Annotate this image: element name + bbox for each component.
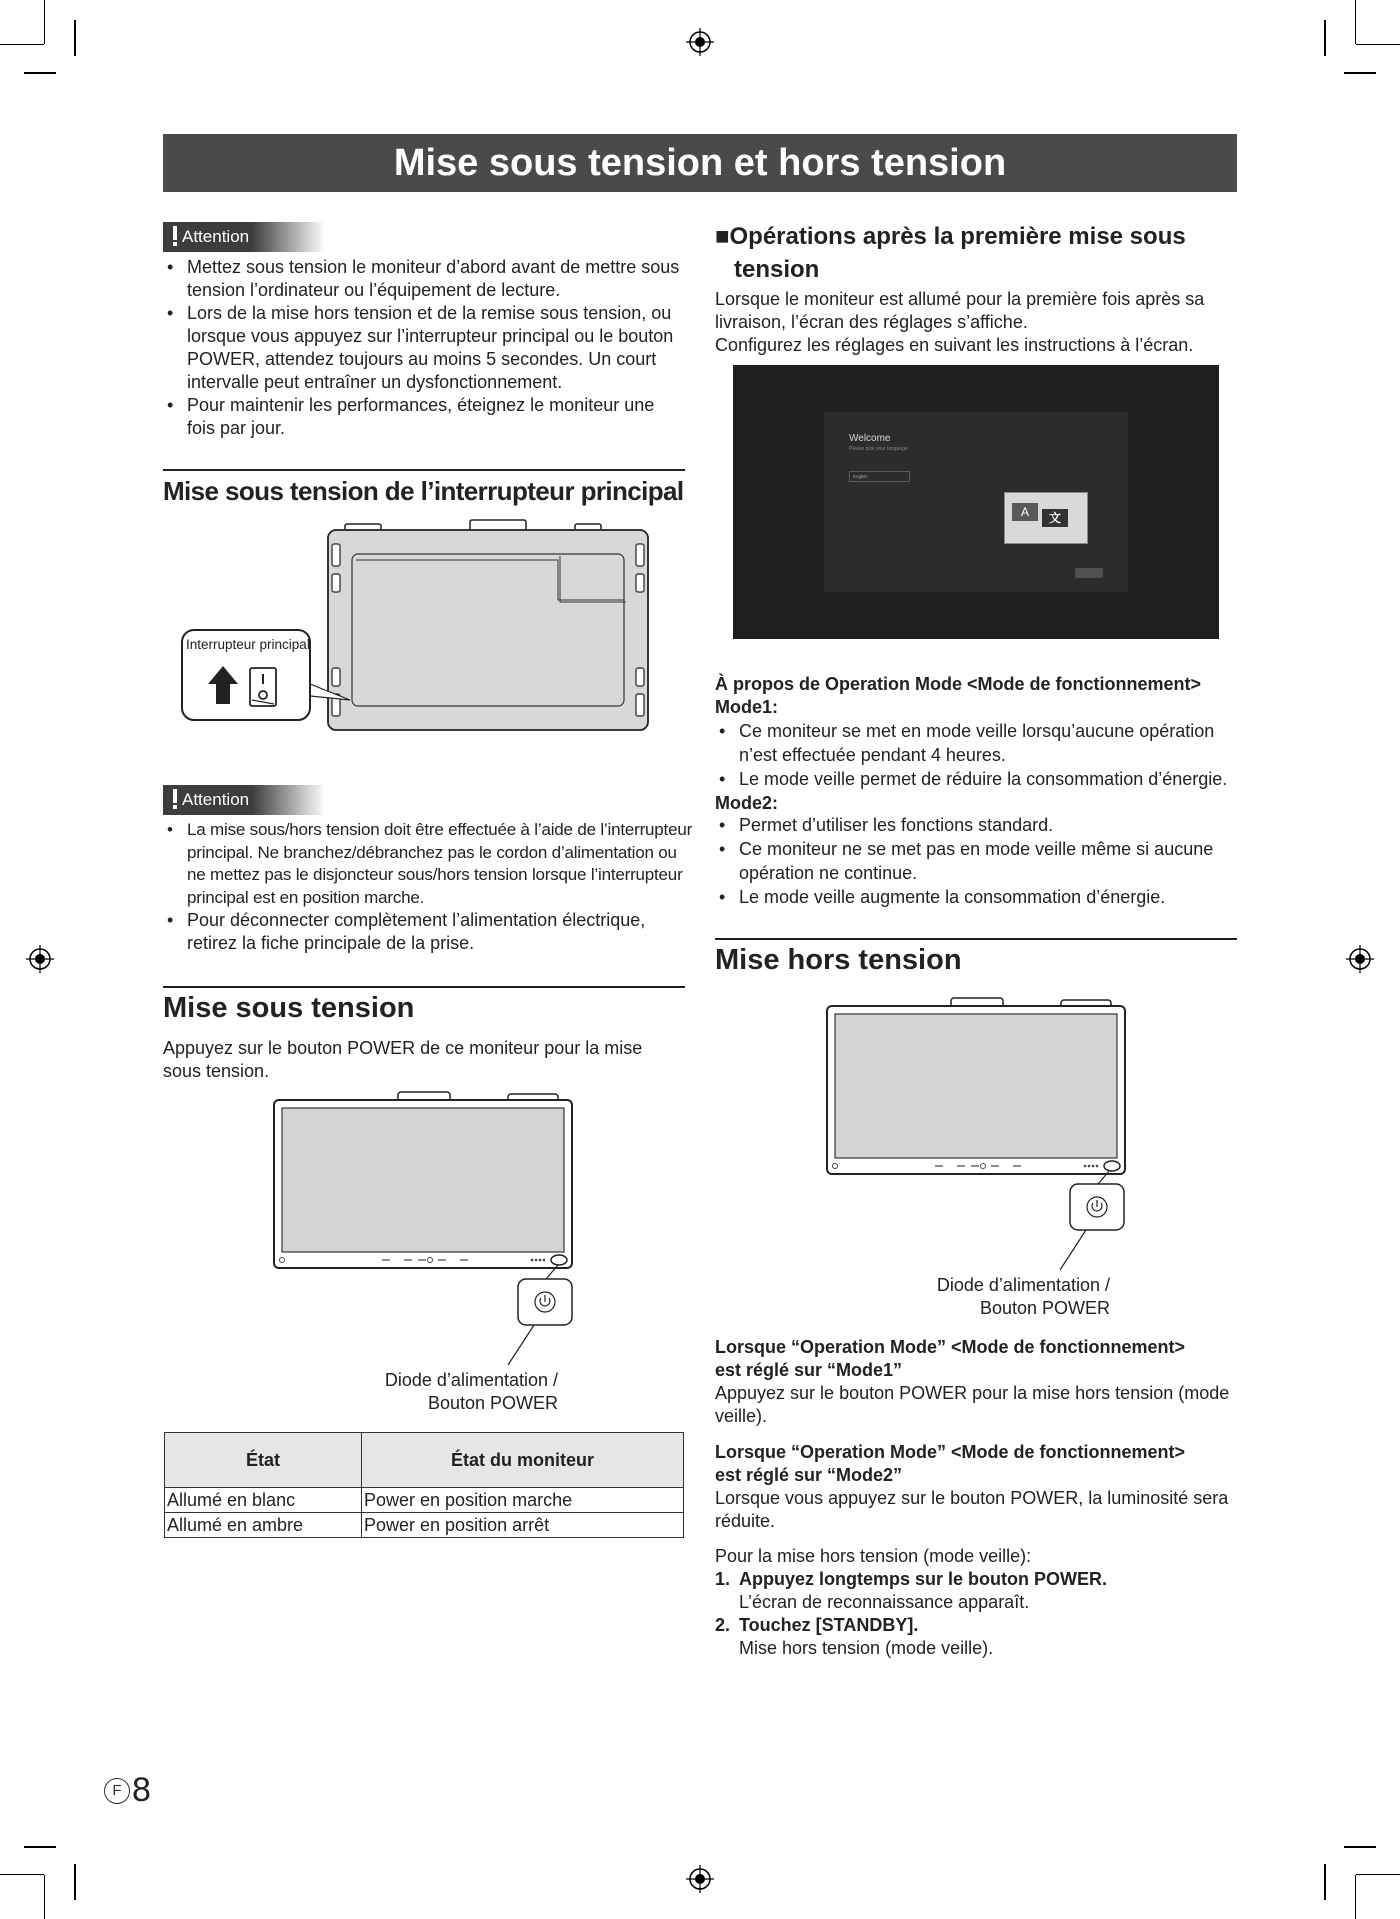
power-button-callout (1052, 1160, 1132, 1280)
registration-mark-icon (26, 945, 54, 973)
step-title: Appuyez longtemps sur le bouton POWER. (739, 1569, 1108, 1589)
operation-mode-heading: À propos de Operation Mode <Mode de fonctionnement> (715, 674, 1202, 694)
list-item: • Le mode veille augmente la consommation d’énergie. (715, 885, 1237, 909)
standby-intro: Pour la mise hors tension (mode veille): (715, 1546, 1032, 1566)
crop-mark (1356, 1874, 1400, 1875)
power-off-caption (880, 1274, 1110, 1320)
list-item: • Ce moniteur se met en mode veille lorsqu’aucune opération n’est effectuée pendant 4 heures. (715, 719, 1237, 767)
attention-label: Attention (182, 227, 250, 246)
caption-line: Bouton POWER (427, 1393, 558, 1413)
language-select[interactable] (849, 471, 910, 482)
rocker-switch-icon (250, 668, 276, 706)
page-title: Mise sous tension et hors tension (163, 134, 1237, 192)
welcome-screen (733, 365, 1219, 639)
heading-line: ■Opérations après la première mise sous (715, 223, 1186, 250)
table-cell: Power en position arrêt (362, 1513, 684, 1538)
crop-mark (1344, 72, 1376, 74)
attention-label: Attention (182, 790, 250, 809)
step-item (715, 1614, 1237, 1660)
exclamation-icon (172, 226, 178, 246)
mode2-off-text: Lorsque vous appuyez sur le bouton POWER, la luminosité sera réduite. (715, 1488, 1229, 1531)
page-language-badge: F (104, 1778, 130, 1804)
table-header: État du moniteur (362, 1433, 684, 1488)
registration-mark-icon (1346, 945, 1374, 973)
crop-mark (1355, 0, 1356, 44)
crop-mark (74, 1864, 76, 1900)
crop-mark (44, 1875, 45, 1919)
crop-mark (24, 1846, 56, 1848)
mode2-list (715, 813, 1237, 909)
power-off-heading: Mise hors tension (715, 938, 1237, 978)
power-on-text: Appuyez sur le bouton POWER de ce moniteur pour la mise sous tension. (163, 1038, 643, 1081)
mode1-off-text: Appuyez sur le bouton POWER pour la mise hors tension (mode veille). (715, 1383, 1230, 1426)
registration-mark-icon (686, 1865, 714, 1893)
mode1-off-heading (715, 1336, 1245, 1382)
step-title: Touchez [STANDBY]. (739, 1615, 919, 1635)
crop-mark (0, 44, 44, 45)
registration-mark-icon (686, 28, 714, 56)
table-cell: Allumé en blanc (165, 1488, 362, 1513)
heading-line: Lorsque “Operation Mode” <Mode de fonctionnement> (715, 1442, 1186, 1462)
table-row (165, 1488, 684, 1513)
attention-badge (163, 222, 325, 252)
power-button-callout (500, 1255, 580, 1375)
step-number: 2. (715, 1615, 731, 1635)
list-item: • Pour maintenir les performances, éteignez le moniteur une fois par jour. (163, 394, 685, 440)
caption-line: Diode d’alimentation / (936, 1275, 1110, 1295)
language-icon (1004, 492, 1088, 544)
language-select-value: English (853, 474, 868, 479)
mode1-label: Mode1: (715, 697, 778, 717)
welcome-dialog (824, 412, 1128, 592)
crop-mark (1344, 1846, 1376, 1848)
list-item: • Le mode veille permet de réduire la consommation d’énergie. (715, 767, 1237, 791)
table-cell: Power en position marche (362, 1488, 684, 1513)
monitor-back-diagram (180, 518, 674, 738)
step-desc: L’écran de reconnaissance apparaît. (739, 1592, 1030, 1612)
crop-mark (1324, 1864, 1326, 1900)
attention-list-2 (163, 819, 693, 955)
next-button-label: Next (1085, 571, 1093, 575)
standby-steps (715, 1568, 1237, 1660)
first-ops-heading (715, 220, 1237, 286)
step-number: 1. (715, 1569, 731, 1589)
list-item: • Mettez sous tension le moniteur d’abord avant de mettre sous tension l’ordinateur ou l’équipement de lecture. (163, 256, 685, 302)
crop-mark (1324, 20, 1326, 56)
power-on-heading: Mise sous tension (163, 986, 685, 1026)
welcome-subtitle: Please pick your language (849, 446, 908, 452)
heading-line: est réglé sur “Mode1” (715, 1360, 903, 1380)
crop-mark (44, 0, 45, 44)
attention-badge (163, 785, 325, 815)
crop-mark (24, 72, 56, 74)
mode2-label: Mode2: (715, 793, 778, 813)
table-cell: Allumé en ambre (165, 1513, 362, 1538)
state-table (164, 1432, 684, 1538)
list-item: • La mise sous/hors tension doit être effectuée à l’aide de l’interrupteur principal. Ne branchez/débranchez pas le cordon d’alimentation ou ne mettez pas le disjoncteur sous/hors tension lorsque l’interrupteur principal est en position marche. (163, 819, 693, 909)
heading-line: tension (734, 256, 820, 283)
heading-line: est réglé sur “Mode2” (715, 1465, 903, 1485)
mode2-off-heading (715, 1441, 1245, 1487)
crop-mark (74, 20, 76, 56)
first-ops-text: Configurez les réglages en suivant les instructions à l’écran. (715, 335, 1194, 355)
next-button[interactable] (1075, 568, 1103, 578)
caption-line: Diode d’alimentation / (384, 1370, 558, 1390)
crop-mark (0, 1874, 44, 1875)
list-item: • Lors de la mise hors tension et de la remise sous tension, ou lorsque vous appuyez sur l’interrupteur principal ou le bouton POWER, attendez toujours au moins 5 secondes. Un court intervalle peut entraîner un dysfonctionnement. (163, 302, 685, 394)
list-item: • Ce moniteur ne se met pas en mode veille même si aucune opération ne continue. (715, 837, 1237, 885)
power-on-caption (330, 1369, 558, 1415)
exclamation-icon (172, 789, 178, 809)
language-letter-a: A (1012, 503, 1038, 521)
main-switch-callout-label: Interrupteur principal (186, 637, 310, 652)
step-item (715, 1568, 1237, 1614)
list-item: • Pour déconnecter complètement l’alimentation électrique, retirez la fiche principale de la prise. (163, 909, 693, 955)
welcome-title: Welcome (849, 433, 891, 444)
attention-list-1 (163, 256, 685, 440)
caption-line: Bouton POWER (979, 1298, 1110, 1318)
table-row (165, 1513, 684, 1538)
table-header: État (165, 1433, 362, 1488)
crop-mark (1355, 1875, 1356, 1919)
page-number: 8 (132, 1771, 151, 1809)
first-ops-text: Lorsque le moniteur est allumé pour la première fois après sa livraison, l’écran des réglages s’affiche. (715, 289, 1205, 332)
language-char: 文 (1042, 509, 1068, 527)
mode1-list (715, 719, 1237, 791)
main-switch-heading: Mise sous tension de l’interrupteur principal (163, 469, 685, 509)
list-item: • Permet d’utiliser les fonctions standard. (715, 813, 1237, 837)
crop-mark (1356, 44, 1400, 45)
step-desc: Mise hors tension (mode veille). (739, 1638, 994, 1658)
heading-line: Lorsque “Operation Mode” <Mode de fonctionnement> (715, 1337, 1186, 1357)
